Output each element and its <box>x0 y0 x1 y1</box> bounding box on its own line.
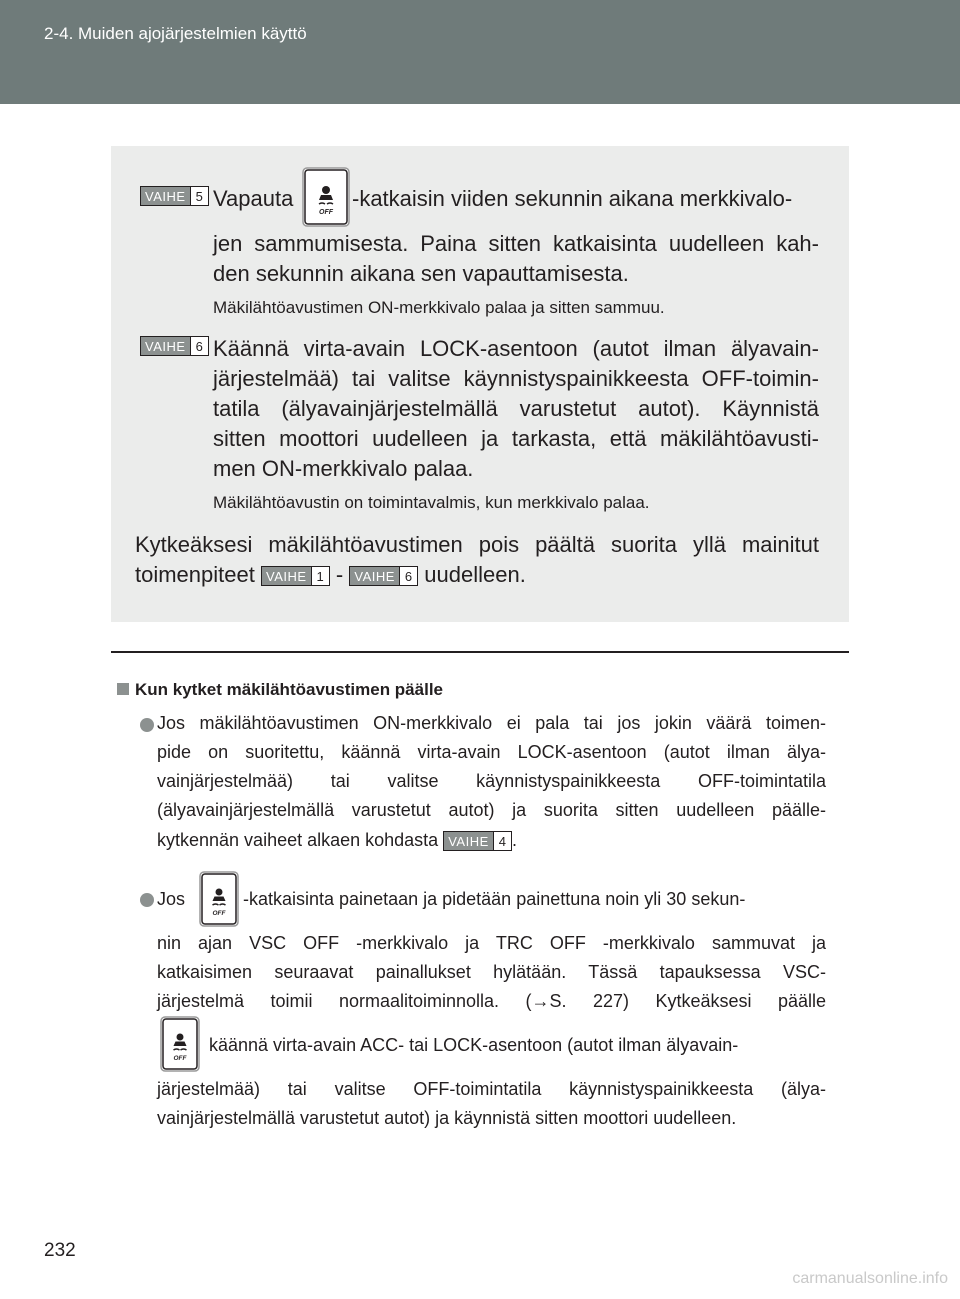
step-6-line-1: Käännä virta-avain LOCK-asentoon (autot ilman älyavain- <box>213 336 819 361</box>
bullet-1-line-3: vainjärjestelmää) tai valitse käynnistyspainikkeesta OFF-toimintatila <box>157 771 826 791</box>
bullet-1-line-5: kytkennän vaiheet alkaen kohdasta VAIHE 4 . <box>157 830 518 850</box>
step-6-line-3: tatila (älyavainjärjestelmällä varustetut autot). Käynnistä <box>213 396 819 421</box>
step-5-line-3: den sekunnin aikana sen vapauttamisesta. <box>213 261 629 286</box>
bullet-icon <box>140 718 154 732</box>
square-bullet-icon <box>117 683 129 695</box>
summary-line-1: Kytkeäksesi mäkilähtöavustimen pois päältä suorita yllä mainitut <box>135 532 819 557</box>
step-1-badge: VAIHE 1 <box>261 566 330 586</box>
summary-line-2: toimenpiteet VAIHE 1 - VAIHE 6 uudelleen. <box>135 562 526 587</box>
bullet-icon <box>140 893 154 907</box>
section-title: 2-4. Muiden ajojärjestelmien käyttö <box>44 24 307 43</box>
bullet-2-line-2: nin ajan VSC OFF -merkkivalo ja TRC OFF -merkkivalo sammuvat ja <box>157 933 826 953</box>
hac-switch-icon <box>160 1016 200 1074</box>
bullet-2-prefix: Jos <box>157 889 186 909</box>
hac-switch-icon <box>199 871 239 929</box>
bullet-2-line-7: vainjärjestelmällä varustetut autot) ja käynnistä sitten moottori uudelleen. <box>157 1108 737 1128</box>
step-6-badge: VAIHE 6 <box>140 336 209 356</box>
svg-text:OFF: OFF <box>173 1055 187 1062</box>
bullet-2-line-3: katkaisimen seuraavat painallukset hylätään. Tässä tapauksessa VSC- <box>157 962 826 982</box>
bullet-1-line-4: (älyavainjärjestelmällä varustetut autot) ja suorita sitten uudelleen päälle- <box>157 800 826 820</box>
bullet-2-line-4: järjestelmä toimii normaalitoiminnolla. (→S. 227) Kytkeäksesi päälle <box>157 991 826 1011</box>
subsection-heading: Kun kytket mäkilähtöavustimen päälle <box>117 679 443 701</box>
step-5-line-2: jen sammumisesta. Paina sitten katkaisinta uudelleen kah- <box>213 231 819 256</box>
bullet-2-line-1: -katkaisinta painetaan ja pidetään painettuna noin yli 30 sekun- <box>243 889 746 909</box>
step-6-line-4: sitten moottori uudelleen ja tarkasta, että mäkilähtöavusti- <box>213 426 819 451</box>
hac-switch-icon <box>302 167 342 225</box>
bullet-1-line-1: Jos mäkilähtöavustimen ON-merkkivalo ei pala tai jos jokin väärä toimen- <box>157 713 826 733</box>
bullet-2-line-5: käännä virta-avain ACC- tai LOCK-asentoon (autot ilman älyavain- <box>209 1035 739 1055</box>
step-5-prefix: Vapauta <box>213 186 294 211</box>
svg-text:OFF: OFF <box>212 910 226 917</box>
divider <box>111 651 849 653</box>
bullet-2-line-6: järjestelmää) tai valitse OFF-toimintatila käynnistyspainikkeesta (älya- <box>157 1079 826 1099</box>
watermark: carmanualsonline.info <box>792 1270 948 1287</box>
step-6-note: Mäkilähtöavustin on toimintavalmis, kun merkkivalo palaa. <box>213 493 650 512</box>
page-number: 232 <box>44 1240 76 1261</box>
step-5-line-1: -katkaisin viiden sekunnin aikana merkkivalo- <box>352 186 793 211</box>
step-4-badge: VAIHE 4 <box>443 831 512 851</box>
svg-text:OFF: OFF <box>319 209 333 216</box>
step-5-badge: VAIHE 5 <box>140 186 209 206</box>
page-header <box>0 0 960 104</box>
step-6-line-2: järjestelmää) tai valitse käynnistyspainikkeesta OFF-toimin- <box>213 366 819 391</box>
step-5-note: Mäkilähtöavustimen ON-merkkivalo palaa ja sitten sammuu. <box>213 298 665 317</box>
step-6-line-5: men ON-merkkivalo palaa. <box>213 456 474 481</box>
step-6-ref-badge: VAIHE 6 <box>349 566 418 586</box>
bullet-1-line-2: pide on suoritettu, käännä virta-avain LOCK-asentoon (autot ilman älya- <box>157 742 826 762</box>
